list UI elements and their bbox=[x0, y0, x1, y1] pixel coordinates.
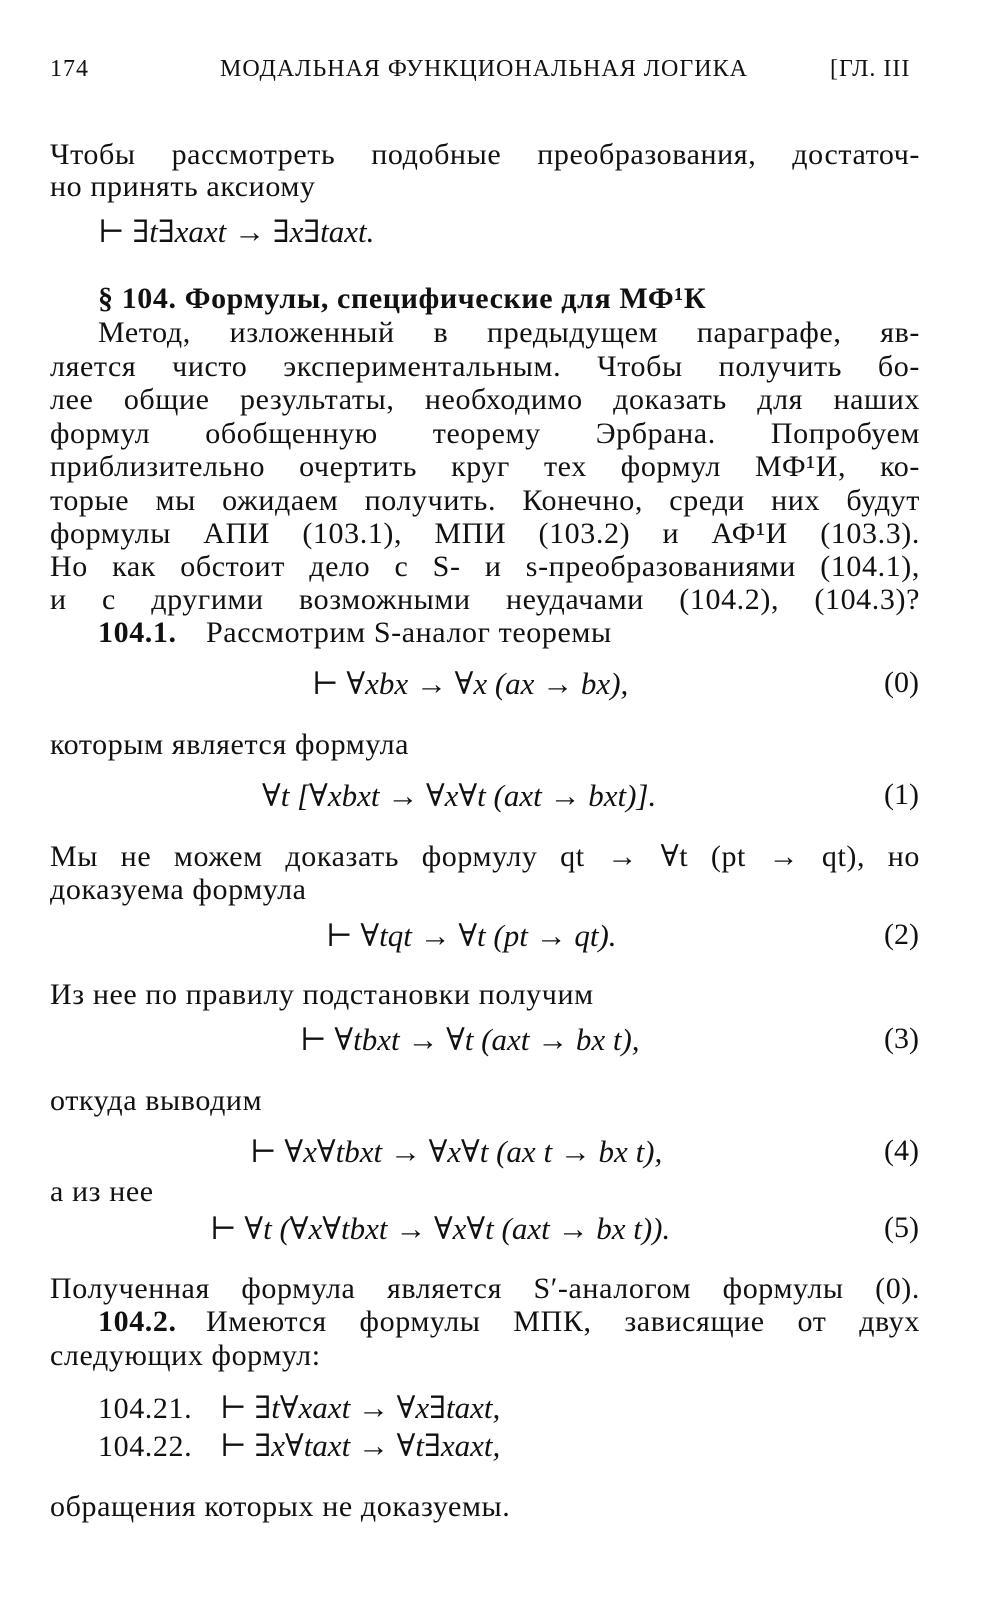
text-after-formula-1-line-1: Мы не можем доказать формулу qt → ∀t (pt → qt), но bbox=[50, 840, 920, 873]
formula-3: ⊢ ∀tbxt → ∀t (axt → bx t), bbox=[300, 1022, 640, 1057]
subsection-intro: Рассмотрим S-аналог теоремы bbox=[206, 616, 612, 649]
item-label: 104.22. bbox=[98, 1430, 193, 1463]
final-line: обращения которых не доказуемы. bbox=[50, 1490, 511, 1523]
formula-1: ∀t [∀xbxt → ∀x∀t (axt → bxt)]. bbox=[262, 778, 657, 813]
formula-4: ⊢ ∀x∀tbxt → ∀x∀t (ax t → bx t), bbox=[250, 1134, 663, 1169]
text-after-formula-3: откуда выводим bbox=[50, 1084, 263, 1117]
subsection-label: 104.2. bbox=[98, 1305, 177, 1338]
item-formula: ⊢ ∃t∀xaxt → ∀x∃taxt, bbox=[220, 1390, 501, 1425]
conclusion-line: Полученная формула является S′-аналогом формулы (0). bbox=[50, 1272, 920, 1305]
paragraph-line: лее общие результаты, необходимо доказать для наших bbox=[50, 383, 920, 416]
axiom-formula: ⊢ ∃t∃xaxt → ∃x∃taxt. bbox=[98, 214, 375, 249]
formula-number-2: (2) bbox=[884, 918, 919, 951]
subsection-label: 104.1. bbox=[98, 616, 177, 649]
formula-number-4: (4) bbox=[884, 1134, 919, 1167]
chapter-reference: [ГЛ. III bbox=[830, 56, 911, 82]
section-title: § 104. Формулы, специфические для МФ¹К bbox=[98, 282, 707, 315]
text-after-formula-2: Из нее по правилу подстановки получим bbox=[50, 978, 594, 1011]
subsection-2-line-2: следующих формул: bbox=[50, 1339, 321, 1372]
intro-line-1: Чтобы рассмотреть подобные преобразования, достаточ- bbox=[50, 138, 920, 171]
formula-5: ⊢ ∀t (∀x∀tbxt → ∀x∀t (axt → bx t)). bbox=[210, 1211, 671, 1246]
paragraph-line: приблизительно очертить круг тех формул МФ¹И, ко- bbox=[50, 450, 920, 483]
formula-number-3: (3) bbox=[884, 1022, 919, 1055]
formula-0: ⊢ ∀xbx → ∀x (ax → bx), bbox=[312, 666, 629, 701]
paragraph-line: торые мы ожидаем получить. Конечно, среди них будут bbox=[50, 484, 920, 517]
formula-number-0: (0) bbox=[884, 666, 919, 699]
paragraph-line: ляется чисто экспериментальным. Чтобы получить бо- bbox=[50, 350, 920, 383]
formula-2: ⊢ ∀tqt → ∀t (pt → qt). bbox=[326, 918, 617, 953]
paragraph-line: и с другими возможными неудачами (104.2), (104.3)? bbox=[50, 583, 920, 616]
paragraph-line: Метод, изложенный в предыдущем параграфе, яв- bbox=[98, 316, 920, 349]
intro-line-2: но принять аксиому bbox=[50, 170, 316, 203]
item-formula: ⊢ ∃x∀taxt → ∀t∃xaxt, bbox=[220, 1428, 501, 1463]
text-after-formula-1-line-2: доказуема формула bbox=[50, 873, 307, 906]
formula-number-1: (1) bbox=[884, 778, 919, 811]
running-title: МОДАЛЬНАЯ ФУНКЦИОНАЛЬНАЯ ЛОГИКА bbox=[220, 56, 748, 82]
item-label: 104.21. bbox=[98, 1392, 193, 1425]
paragraph-line: Но как обстоит дело с S- и s-преобразованиями (104.1), bbox=[50, 550, 920, 583]
formula-number-5: (5) bbox=[884, 1211, 919, 1244]
subsection-2-line-1: Имеются формулы МПК, зависящие от двух bbox=[206, 1305, 920, 1338]
text-after-formula-0: которым является формула bbox=[50, 728, 410, 761]
text-after-formula-4: а из нее bbox=[50, 1175, 154, 1208]
paragraph-line: формулы АПИ (103.1), МПИ (103.2) и АФ¹И (103.3). bbox=[50, 517, 920, 550]
paragraph-line: формул обобщенную теорему Эрбрана. Попробуем bbox=[50, 417, 920, 450]
page-number: 174 bbox=[50, 56, 89, 82]
